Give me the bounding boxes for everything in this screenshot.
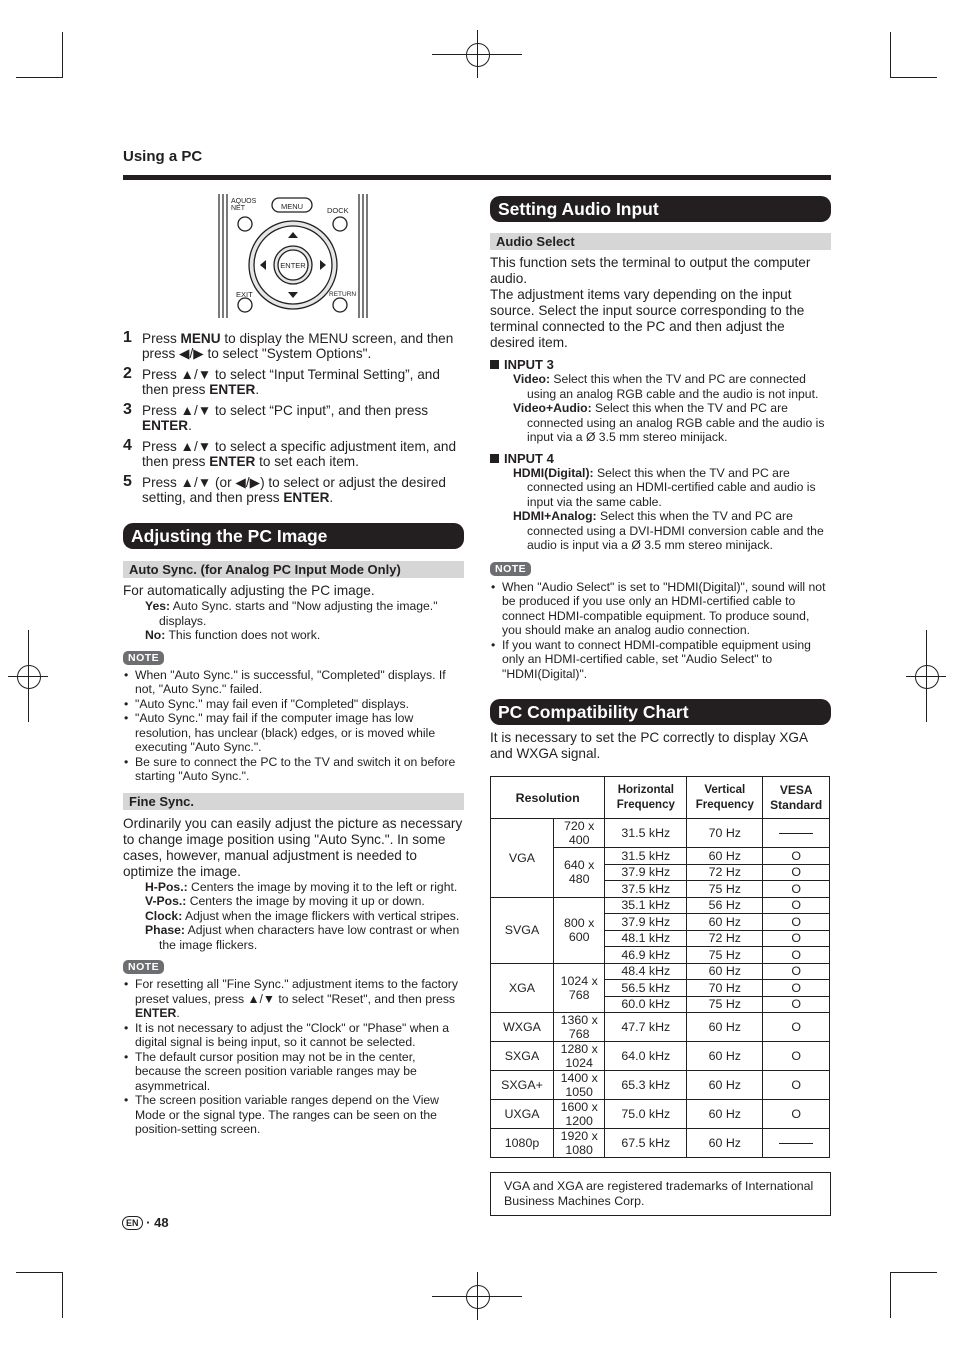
cell-vesa: O (763, 980, 830, 997)
registration-target (17, 665, 41, 689)
input3-heading: INPUT 3 (490, 357, 831, 372)
cell-vesa: O (763, 930, 830, 947)
cell-vfreq: 75 Hz (687, 881, 763, 898)
table-row (491, 963, 830, 980)
crop-mark (62, 32, 63, 78)
remote-illustration (217, 194, 369, 318)
cell-resolution: 1280 x 1024 (554, 1042, 605, 1071)
cell-vesa (763, 819, 830, 848)
cell-hfreq: 35.1 kHz (605, 897, 687, 914)
cell-vfreq: 75 Hz (687, 996, 763, 1013)
fine-sync-item: Clock: Adjust when the image flickers with vertical stripes. (145, 908, 460, 923)
cell-vesa: O (763, 1071, 830, 1100)
crop-mark (16, 77, 62, 78)
step-item: 5 Press ▲/▼ (or ◀/▶) to select or adjust the desired setting, and then press ENTER. (123, 473, 446, 505)
cell-vfreq: 60 Hz (687, 848, 763, 865)
cell-vfreq: 70 Hz (687, 819, 763, 848)
auto-sync-intro: For automatically adjusting the PC image. (123, 583, 375, 598)
cell-vesa: O (763, 1100, 830, 1129)
col-vesa: VESA Standard (763, 777, 830, 819)
cell-resolution: 1400 x 1050 (554, 1071, 605, 1100)
crop-mark (890, 1272, 891, 1318)
cell-hfreq: 48.4 kHz (605, 963, 687, 980)
cell-resolution: 720 x 400 (554, 819, 605, 848)
no-option: No: This function does not work. (145, 628, 321, 642)
fine-sync-intro: Ordinarily you can easily adjust the picture as necessary to change image position using "Auto Sync.". In some cases, however, manual adjustment is needed to optimize the image. (123, 815, 463, 879)
cell-vfreq: 60 Hz (687, 963, 763, 980)
input4-heading: INPUT 4 (490, 451, 831, 466)
registration-target (466, 1285, 490, 1309)
cell-vfreq: 60 Hz (687, 1129, 763, 1158)
note-item: • If you want to connect HDMI-compatible equipment using only an HDMI-certified cable, set "Audio Select" to "HDMI(Digital)". (490, 638, 831, 682)
dash-mark (779, 1143, 813, 1144)
menu-button[interactable]: MENU (280, 202, 304, 211)
cell-resolution: 1024 x 768 (554, 963, 605, 1013)
cell-group: SVGA (491, 897, 554, 963)
cell-vesa: O (763, 1013, 830, 1042)
cell-resolution: 800 x 600 (554, 897, 605, 963)
cell-group: UXGA (491, 1100, 554, 1129)
cell-hfreq: 37.9 kHz (605, 914, 687, 931)
cell-vfreq: 60 Hz (687, 1071, 763, 1100)
return-label: RETURN (329, 291, 357, 298)
cell-vesa: O (763, 963, 830, 980)
left-column (123, 331, 464, 1137)
col-hfreq: Horizontal Frequency (605, 777, 687, 819)
cell-vfreq: 75 Hz (687, 947, 763, 964)
yes-option: Yes: Auto Sync. starts and "Now adjusting the image." displays. (145, 599, 438, 628)
note-item: • Be sure to connect the PC to the TV and switch it on before starting "Auto Sync.". (123, 755, 464, 784)
trademark-box: VGA and XGA are registered trademarks of International Business Machines Corp. (490, 1172, 831, 1216)
audio-notes (490, 580, 831, 682)
table-row (491, 1071, 830, 1100)
audio-paragraph: This function sets the terminal to output the computer audio. (490, 255, 811, 286)
crop-mark (62, 1272, 63, 1318)
cell-vfreq: 60 Hz (687, 914, 763, 931)
cell-hfreq: 60.0 kHz (605, 996, 687, 1013)
cell-vfreq: 72 Hz (687, 930, 763, 947)
section-label: Using a PC (123, 148, 203, 165)
note-item: • It is not necessary to adjust the "Clock" or "Phase" when a digital signal is being input, so it cannot be selected. (123, 1021, 464, 1050)
col-resolution: Resolution (491, 777, 605, 819)
note-item: • The screen position variable ranges depend on the View Mode or the signal type. The ranges can be seen on the position-setting screen. (123, 1093, 464, 1137)
cell-hfreq: 47.7 kHz (605, 1013, 687, 1042)
dash-mark (779, 833, 813, 834)
note-item: • The default cursor position may not be in the center, because the screen position variable ranges may be asymmetrical. (123, 1050, 464, 1094)
right-column (490, 196, 831, 1216)
table-row (491, 1042, 830, 1071)
cell-vfreq: 60 Hz (687, 1100, 763, 1129)
table-row (491, 1100, 830, 1129)
cell-group: 1080p (491, 1129, 554, 1158)
cell-hfreq: 31.5 kHz (605, 819, 687, 848)
cell-vesa: O (763, 914, 830, 931)
audio-select-heading: Audio Select (490, 233, 831, 250)
cell-hfreq: 56.5 kHz (605, 980, 687, 997)
cell-vesa: O (763, 897, 830, 914)
registration-target (915, 665, 939, 689)
col-vfreq: Vertical Frequency (687, 777, 763, 819)
cell-hfreq: 37.9 kHz (605, 864, 687, 881)
note-badge: NOTE (490, 562, 531, 576)
cell-vesa: O (763, 881, 830, 898)
enter-button[interactable]: ENTER (280, 261, 306, 270)
dock-label: DOCK (327, 206, 349, 215)
cell-group: WXGA (491, 1013, 554, 1042)
cell-hfreq: 67.5 kHz (605, 1129, 687, 1158)
cell-group: XGA (491, 963, 554, 1013)
cell-resolution: 1600 x 1200 (554, 1100, 605, 1129)
step-list (123, 331, 464, 505)
input3-item: Video: Select this when the TV and PC are connected using an analog RGB cable and the audio is not input. (513, 372, 819, 401)
crop-mark (891, 77, 937, 78)
cell-group: SXGA (491, 1042, 554, 1071)
fine-sync-notes (123, 977, 464, 1137)
cell-hfreq: 37.5 kHz (605, 881, 687, 898)
cell-vesa: O (763, 996, 830, 1013)
note-item: • When "Audio Select" is set to "HDMI(Digital)", sound will not be produced if you use only an HDMI-certified cable to connect HDMI-compatible equipment. To produce sound, you should make an analog audio connection. (490, 580, 831, 638)
cell-vfreq: 70 Hz (687, 980, 763, 997)
note-badge: NOTE (123, 651, 164, 665)
note-item: • For resetting all "Fine Sync." adjustment items to the factory preset values, press ▲/▼ to select "Reset", and then press ENTER. (123, 977, 464, 1021)
cell-resolution: 640 x 480 (554, 848, 605, 898)
cell-hfreq: 65.3 kHz (605, 1071, 687, 1100)
cell-vfreq: 60 Hz (687, 1013, 763, 1042)
language-badge: EN (122, 1216, 143, 1230)
audio-title: Setting Audio Input (490, 196, 831, 222)
cell-hfreq: 64.0 kHz (605, 1042, 687, 1071)
cell-hfreq: 46.9 kHz (605, 947, 687, 964)
cell-vfreq: 72 Hz (687, 864, 763, 881)
cell-hfreq: 31.5 kHz (605, 848, 687, 865)
step-item: 1 Press MENU to display the MENU screen, and then press ◀/▶ to select "System Options". (123, 329, 454, 361)
crop-mark (891, 1272, 937, 1273)
registration-target (466, 43, 490, 67)
crop-mark (890, 32, 891, 78)
compat-table-body (491, 819, 830, 1158)
audio-paragraph: The adjustment items vary depending on the input source. Select the input source corresponding to the terminal connected to the PC and then adjust the desired item. (490, 287, 805, 350)
table-row (491, 1013, 830, 1042)
cell-vesa (763, 1129, 830, 1158)
step-item: 2 Press ▲/▼ to select “Input Terminal Setting”, and then press ENTER. (123, 365, 440, 397)
input4-item: HDMI(Digital): Select this when the TV and PC are connected using an HDMI-certified cable and audio is input via the same cable. (513, 465, 816, 509)
cell-vesa: O (763, 947, 830, 964)
note-badge: NOTE (123, 960, 164, 974)
compat-table (490, 776, 830, 1158)
cell-group: VGA (491, 819, 554, 898)
fine-sync-item: Phase: Adjust when characters have low contrast or when the image flickers. (145, 923, 460, 952)
page-footer: EN · 48 (122, 1215, 169, 1230)
cell-vesa: O (763, 848, 830, 865)
auto-sync-notes (123, 668, 464, 784)
note-item: • "Auto Sync." may fail even if "Completed" displays. (123, 697, 464, 712)
table-row (491, 1129, 830, 1158)
compat-intro: It is necessary to set the PC correctly to display XGA and WXGA signal. (490, 730, 808, 761)
fine-sync-heading: Fine Sync. (123, 793, 464, 810)
cell-vesa: O (763, 1042, 830, 1071)
auto-sync-heading: Auto Sync. (for Analog PC Input Mode Only) (123, 561, 464, 578)
table-row (491, 897, 830, 914)
cell-vfreq: 56 Hz (687, 897, 763, 914)
cell-resolution: 1360 x 768 (554, 1013, 605, 1042)
step-item: 4 Press ▲/▼ to select a specific adjustment item, and then press ENTER to set each item. (123, 437, 457, 469)
exit-label: EXIT (236, 290, 253, 299)
cell-vfreq: 60 Hz (687, 1042, 763, 1071)
page-number: 48 (154, 1215, 169, 1230)
input3-item: Video+Audio: Select this when the TV and PC are connected using an analog RGB cable and the audio is input via a Ø 3.5 mm stereo minijack. (513, 401, 825, 444)
cell-vesa: O (763, 864, 830, 881)
step-item: 3 Press ▲/▼ to select “PC input”, and then press ENTER. (123, 401, 429, 433)
input4-item: HDMI+Analog: Select this when the TV and PC are connected using a DVI-HDMI conversion cable and the audio is input via a Ø 3.5 mm stereo minijack. (513, 509, 824, 552)
compat-title: PC Compatibility Chart (490, 699, 831, 725)
header-rule (123, 175, 831, 180)
aquos-net-label: AQUOS NET (231, 198, 257, 212)
crop-mark (16, 1272, 62, 1273)
adjusting-title: Adjusting the PC Image (123, 523, 464, 549)
cell-group: SXGA+ (491, 1071, 554, 1100)
cell-resolution: 1920 x 1080 (554, 1129, 605, 1158)
cell-hfreq: 75.0 kHz (605, 1100, 687, 1129)
note-item: • When "Auto Sync." is successful, "Completed" displays. If not, "Auto Sync." failed. (123, 668, 464, 697)
cell-hfreq: 48.1 kHz (605, 930, 687, 947)
fine-sync-item: V-Pos.: Centers the image by moving it up or down. (145, 894, 425, 908)
table-row (491, 819, 830, 848)
fine-sync-item: H-Pos.: Centers the image by moving it to the left or right. (145, 879, 458, 894)
note-item: • "Auto Sync." may fail if the computer image has low resolution, has unclear (black) edges, or is moved while executing "Auto Sync.". (123, 711, 464, 755)
